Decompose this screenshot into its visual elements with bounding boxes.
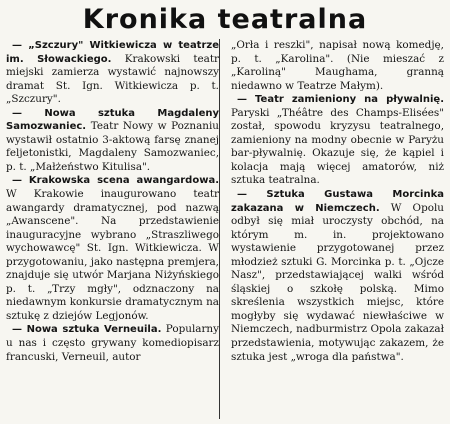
column-divider xyxy=(219,39,220,419)
page-title: Kronika teatralna xyxy=(82,4,368,35)
news-item-heading: — Nowa sztuka Verneuila. xyxy=(12,324,162,336)
news-item-heading: — Krakowska scena awangardowa. xyxy=(12,175,219,187)
news-item-morcinek xyxy=(231,188,444,364)
news-item-verneuil xyxy=(6,323,219,364)
news-item-heading: — „Szczury" Witkiewicza w teatrze im. Słowackiego. xyxy=(6,40,219,65)
news-item-body: Krakowski teatr miejski zamierza wystawić najnowszy dramat St. Ign. Witkiewicza p. t. „Szczury". xyxy=(6,52,220,106)
news-item-body: Teatr Nowy w Poznaniu wystawił ostatnio 3-aktową farsę znanej feljetonistki, Magdaleny Samozwaniec, p. t. „Małżeństwo Kitulisa". xyxy=(6,120,219,173)
left-column xyxy=(6,39,219,419)
news-item-plywalnia xyxy=(231,93,444,188)
news-item-body: Paryski „Théâtre des Champs-Elisées" został, spowodu kryzysu teatralnego, zamieniony na modny obecnie w Paryżu bar-pływalnię. Okazuje się, że kąpiel i kolacja mają więcej amatorów, niż sztuka teatralna. xyxy=(231,106,444,187)
news-item-body: „Orła i reszki", napisał nową komedję, p. t. „Karolina". (Nie mieszać z „Karoliną" Maughama, granną niedawno w Teatrze Małym). xyxy=(231,39,444,92)
news-item-heading: — Nowa sztuka Magdaleny Samozwaniec. xyxy=(6,107,219,133)
right-column xyxy=(231,39,444,419)
news-item-heading: — Teatr zamieniony na pływalnię. xyxy=(237,94,444,106)
news-item-szczury xyxy=(6,39,219,107)
news-item-body: W Krakowie inaugurowano teatr awangardy dramatycznej, pod nazwą „Awanscene". Na przedstawienie inauguracyjne wybrano „Straszliwego wychowawcę" St. Ign. Witkiewicza. W przygotowaniu, jako następna premjera, znajduje się utwór Marjana Niżyńskiego p. t. „Trzy mgły", odznaczony na niedawnym konkursie dramatycznym na sztukę z dziejów Legjonów. xyxy=(6,188,219,322)
news-item-body: Popularny u nas i często grywany komediopisarz francuski, Verneuil, autor xyxy=(6,323,219,363)
news-item-samozwaniec xyxy=(6,107,219,175)
news-item-awangarda xyxy=(6,174,219,323)
news-item-heading: — Sztuka Gustawa Morcinka zakazana w Niemczech. xyxy=(231,189,444,214)
article-columns xyxy=(6,39,444,419)
news-item-body: W Opolu odbył się miał uroczysty obchód, na którym m. in. projektowano wystawienie przygotowanej przez młodzież sztuki G. Morcinka p. t. „Ojcze Nasz", przedstawiającej walki wśród śląskiej o szkołę polską. Mimo skreślenia wszystkich miejsc, które mogłyby się wydawać niewłaściwe w Niemczech, nadburmistrz Opola zakazał przedstawienia, motywując zakazem, że sztuka jest „wroga dla państwa". xyxy=(231,201,444,363)
news-item-verneuil-continued xyxy=(231,39,444,93)
